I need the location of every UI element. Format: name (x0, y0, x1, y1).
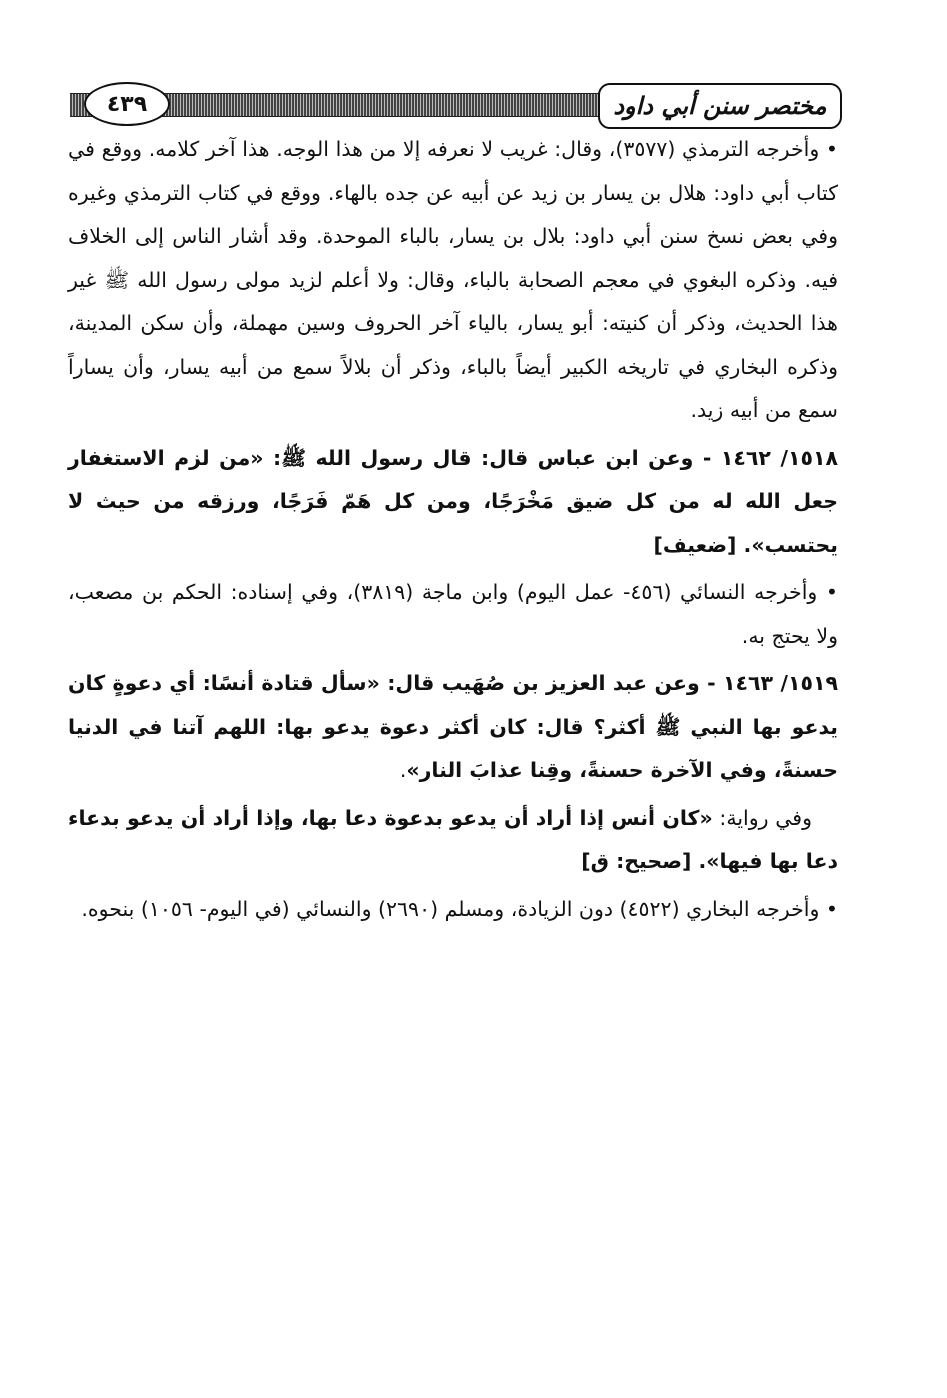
variant-text: «كان أنس إذا أراد أن يدعو بدعوة دعا بها، وإذا أراد أن يدعو بدعاء دعا بها فيها». [صحيح: ق] (68, 805, 838, 873)
hadith-number-and-isnad: ١٥١٩/ ١٤٦٣ - وعن عبد العزيز بن صُهَيب قال: (379, 671, 838, 695)
hadith-1519 (68, 662, 838, 793)
hadith-text: «سأل قتادة أنسًا: أي دعوةٍ كان يدعو بها النبي ﷺ أكثر؟ قال: كان أكثر دعوة يدعو بها: اللهم آتنا في الدنيا حسنةً، وفي الآخرة حسنةً، وقِنا عذابَ النار» (68, 671, 838, 782)
book-title-box (598, 83, 842, 129)
page-number-badge (84, 82, 170, 126)
hadith-1518 (68, 437, 838, 568)
narration-variant (68, 797, 838, 884)
page-number: ٤٣٩ (106, 91, 148, 117)
book-title: مختصر سنن أبي داود (613, 92, 827, 120)
hadith-end-punct: . (399, 758, 407, 782)
paragraph-text: • وأخرجه النسائي (٤٥٦- عمل اليوم) وابن ماجة (٣٨١٩)، وفي إسناده: الحكم بن مصعب، ولا يحتج به. (68, 580, 839, 648)
paragraph-text: • وأخرجه البخاري (٤٥٢٢) دون الزيادة، ومسلم (٢٦٩٠) والنسائي (في اليوم- ١٠٥٦) بنحوه. (81, 896, 838, 921)
commentary-paragraph (68, 888, 838, 932)
variant-label: وفي رواية: (712, 805, 812, 830)
paragraph-text: • وأخرجه الترمذي (٣٥٧٧)، وقال: غريب لا نعرفه إلا من هذا الوجه. هذا آخر كلامه. ووقع في كتاب أبي داود: هلال بن يسار بن زيد عن أبيه عن جده بالهاء. ووقع في كتاب الترمذي وغيره وفي بعض نسخ سنن أبي داود: بلال بن يسار، بالباء الموحدة. وقد أشار الناس إلى الخلاف فيه. وذكره البغوي في معجم الصحابة بالباء، وقال: ولا أعلم لزيد مولى رسول الله ﷺ غير هذا الحديث، وذكر أن كنيته: أبو يسار، بالياء آخر الحروف وسين مهملة، وأن سكن المدينة، وذكره البخاري في تاريخه الكبير أيضاً بالباء، وذكر أن بلالاً سمع من أبيه يسار، وأن يساراً سمع من أبيه زيد. (68, 137, 838, 422)
page-body (68, 128, 838, 935)
hadith-text: «من لزم الاستغفار جعل الله له من كل ضيق مَخْرَجًا، ومن كل هَمّ فَرَجًا، ورزقه من حيث لا يحتسب». [ضعيف] (68, 445, 838, 557)
commentary-paragraph (68, 128, 838, 433)
hadith-number-and-isnad: ١٥١٨/ ١٤٦٢ - وعن ابن عباس قال: قال رسول الله ﷺ: (263, 445, 839, 470)
commentary-paragraph (68, 571, 838, 658)
